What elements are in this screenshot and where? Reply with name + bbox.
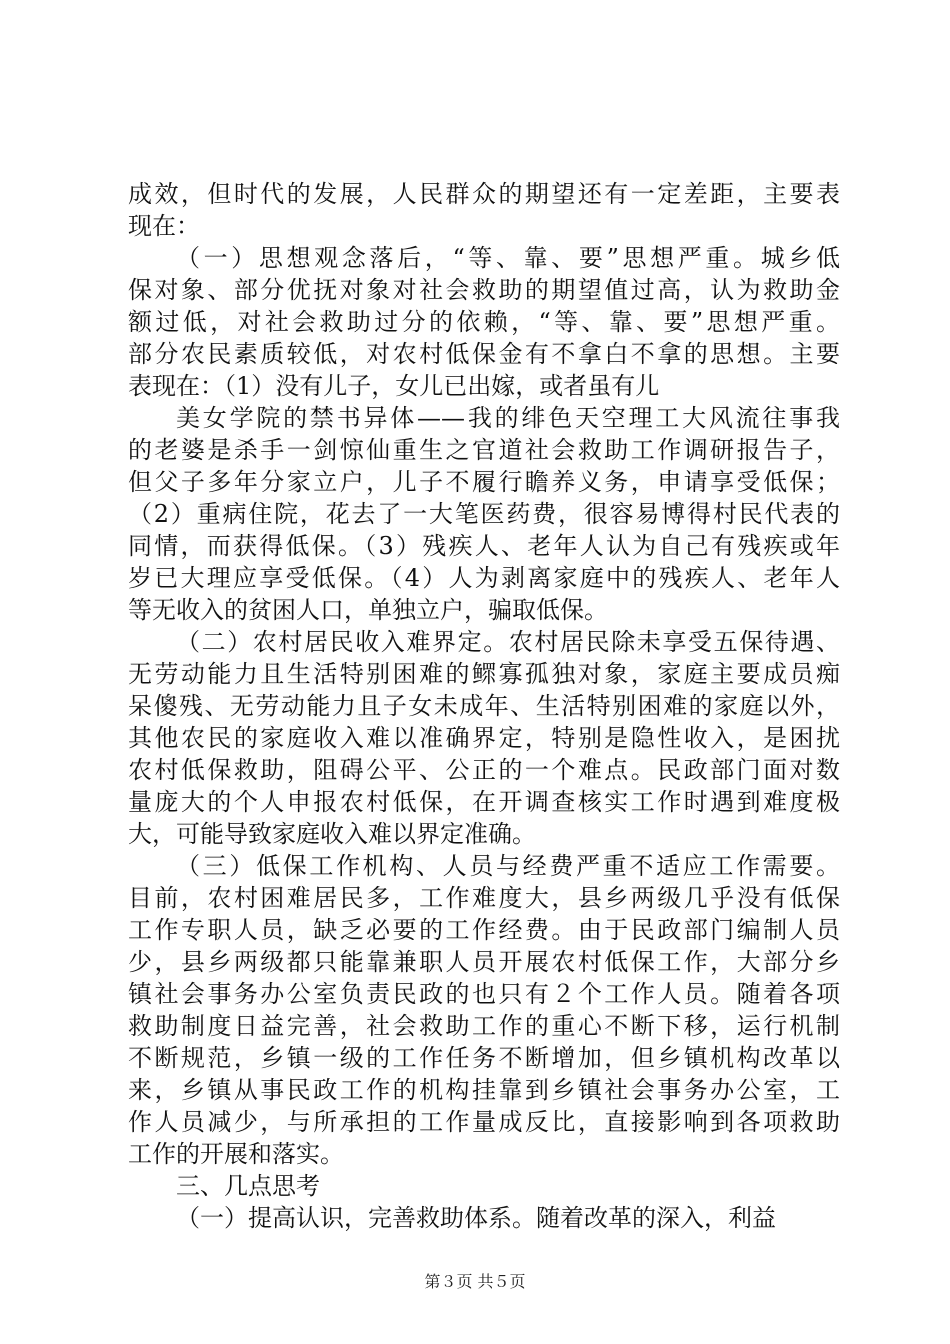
text-line: （一）思想观念落后，“等、靠、要”思想严重。城乡低 xyxy=(176,244,840,272)
text-line: 作人员减少，与所承担的工作量成反比，直接影响到各项救助 xyxy=(128,1108,840,1136)
text-line: 同情，而获得低保。（3）残疾人、老年人认为自己有残疾或年 xyxy=(128,532,840,560)
text-line: 少，县乡两级都只能靠兼职人员开展农村低保工作，大部分乡 xyxy=(128,948,840,976)
text-line: 呆傻残、无劳动能力且子女未成年、生活特别困难的家庭以外， xyxy=(128,692,840,720)
text-line: 不断规范，乡镇一级的工作任务不断增加，但乡镇机构改革以 xyxy=(128,1044,840,1072)
text-line: 等无收入的贫困人口，单独立户，骗取低保。 xyxy=(128,596,608,624)
text-line: （2）重病住院，花去了一大笔医药费，很容易博得村民代表的 xyxy=(128,500,840,528)
text-line: 成效，但时代的发展，人民群众的期望还有一定差距，主要表 xyxy=(128,180,840,208)
text-line: 岁已大理应享受低保。（4）人为剥离家庭中的残疾人、老年人 xyxy=(128,564,840,592)
text-line: 但父子多年分家立户，儿子不履行瞻养义务，申请享受低保； xyxy=(128,468,840,496)
text-line: （三）低保工作机构、人员与经费严重不适应工作需要。 xyxy=(176,852,840,880)
text-line: 部分农民素质较低，对农村低保金有不拿白不拿的思想。主要 xyxy=(128,340,840,368)
text-line: 额过低，对社会救助过分的依赖，“等、靠、要”思想严重。 xyxy=(128,308,840,336)
text-line: 其他农民的家庭收入难以准确界定，特别是隐性收入，是困扰 xyxy=(128,724,840,752)
text-line: （二）农村居民收入难界定。农村居民除未享受五保待遇、 xyxy=(176,628,840,656)
text-line: 量庞大的个人申报农村低保，在开调查核实工作时遇到难度极 xyxy=(128,788,840,816)
text-line: 的老婆是杀手一剑惊仙重生之官道社会救助工作调研报告子， xyxy=(128,436,840,464)
text-line: （一）提高认识，完善救助体系。随着改革的深入，利益 xyxy=(176,1204,776,1232)
text-line: 工作专职人员，缺乏必要的工作经费。由于民政部门编制人员 xyxy=(128,916,840,944)
text-line: 农村低保救助，阻碍公平、公正的一个难点。民政部门面对数 xyxy=(128,756,840,784)
text-line: 镇社会事务办公室负责民政的也只有２个工作人员。随着各项 xyxy=(128,980,840,1008)
text-line: 三、几点思考 xyxy=(176,1172,320,1200)
text-line: 救助制度日益完善，社会救助工作的重心不断下移，运行机制 xyxy=(128,1012,840,1040)
text-line: 现在： xyxy=(128,212,200,240)
text-line: 目前，农村困难居民多，工作难度大，县乡两级几乎没有低保 xyxy=(128,884,840,912)
text-line: 表现在：（1）没有儿子，女儿已出嫁，或者虽有儿 xyxy=(128,372,660,400)
text-line: 工作的开展和落实。 xyxy=(128,1140,344,1168)
text-line: 大，可能导致家庭收入难以界定准确。 xyxy=(128,820,536,848)
text-line: 来，乡镇从事民政工作的机构挂靠到乡镇社会事务办公室，工 xyxy=(128,1076,840,1104)
text-line: 无劳动能力且生活特别困难的鳏寡孤独对象，家庭主要成员痴 xyxy=(128,660,840,688)
text-line: 美女学院的禁书异体——我的绯色天空理工大风流往事我 xyxy=(176,404,840,432)
text-line: 保对象、部分优抚对象对社会救助的期望值过高，认为救助金 xyxy=(128,276,840,304)
page-footer: 第３页 共５页 xyxy=(424,1272,526,1291)
